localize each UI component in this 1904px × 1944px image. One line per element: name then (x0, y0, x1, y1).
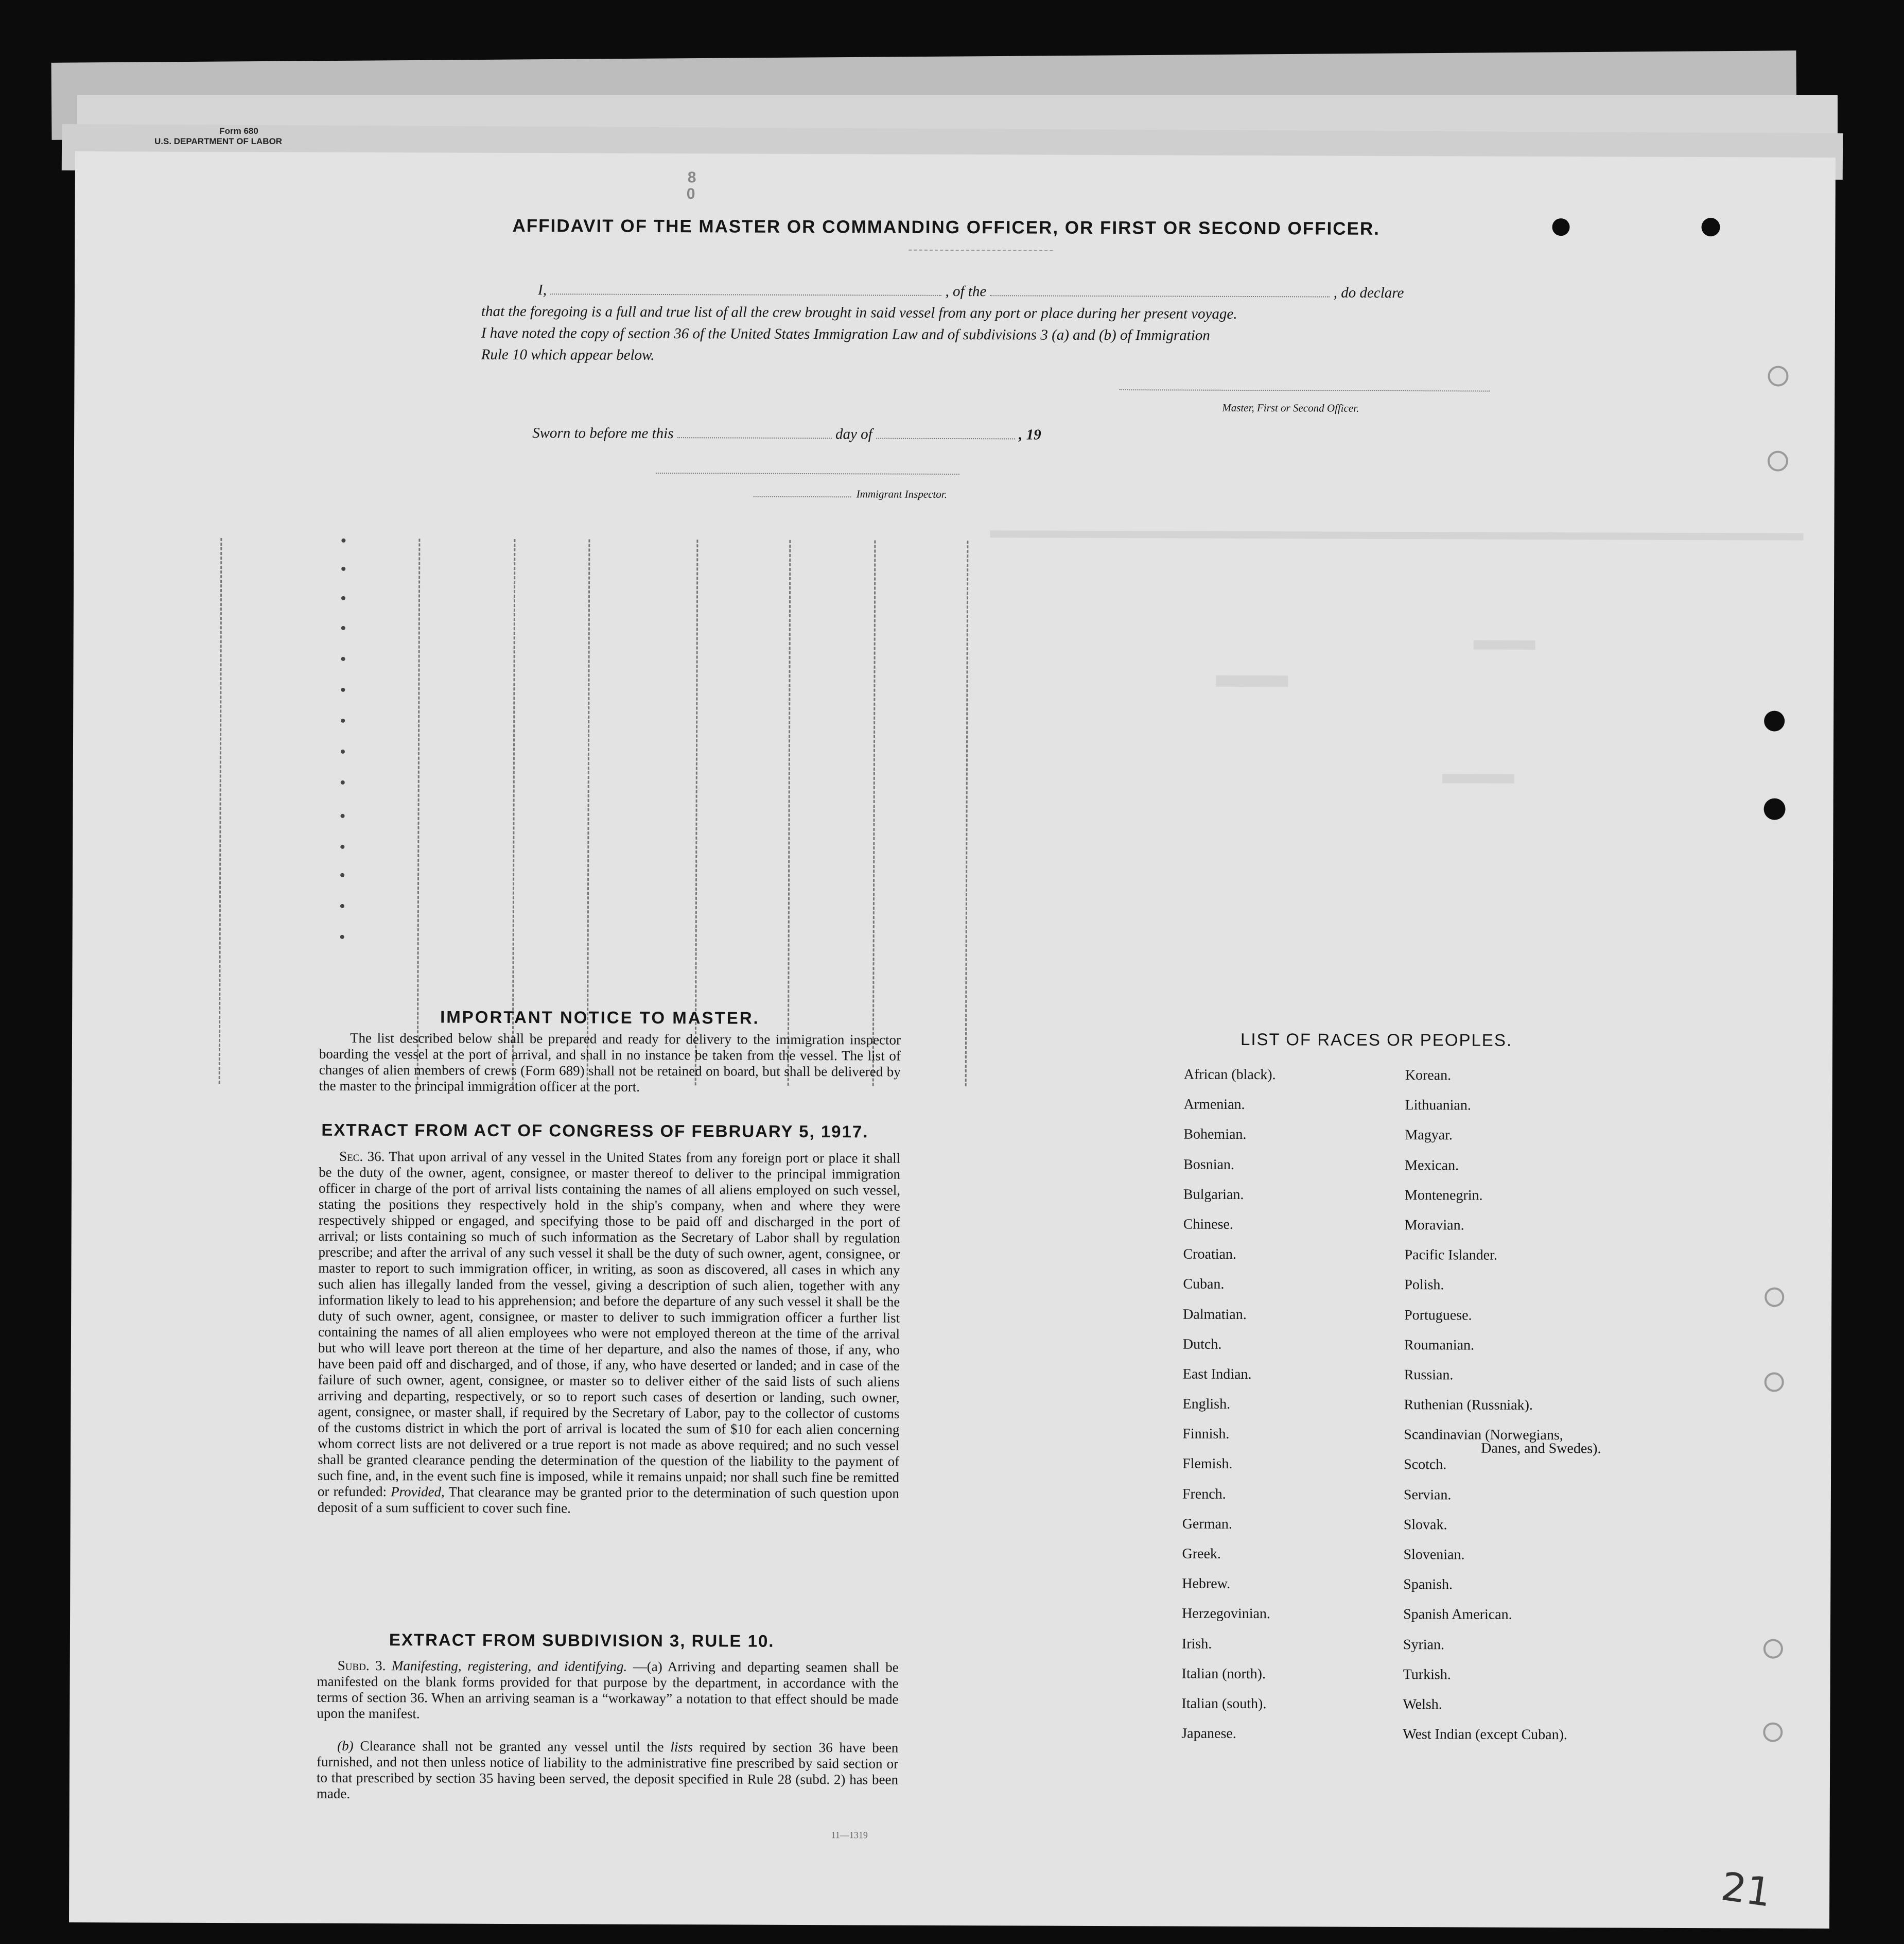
column-rule (788, 540, 791, 1086)
race-item: Magyar. (1405, 1127, 1453, 1143)
race-item: Hebrew. (1182, 1575, 1231, 1592)
row-mark (340, 904, 344, 908)
race-item: Flemish. (1182, 1456, 1233, 1472)
race-item: West Indian (except Cuban). (1403, 1726, 1567, 1743)
races-column-1 (1181, 1068, 1276, 1757)
race-item: Slovenian. (1403, 1547, 1465, 1563)
race-item: Portuguese. (1404, 1307, 1472, 1324)
race-item: Korean. (1405, 1067, 1452, 1084)
inspector-signature-line (656, 473, 959, 475)
extract-rule-title: EXTRACT FROM SUBDIVISION 3, RULE 10. (389, 1630, 775, 1651)
day-blank (677, 437, 832, 439)
master-signature-caption: Master, First or Second Officer. (1222, 401, 1359, 414)
punch-hole (1764, 711, 1785, 732)
race-item-continued: Danes, and Swedes). (1481, 1440, 1601, 1457)
section-36-end: That clearance may be granted prior to the determination of such question upon deposit of a sum sufficient to cover such fine. (317, 1484, 899, 1516)
bleed-through-mark (1216, 675, 1288, 687)
race-item: Polish. (1404, 1277, 1444, 1293)
affidavit-i: I, (538, 282, 547, 299)
race-item: Japanese. (1181, 1725, 1236, 1742)
race-item: Slovak. (1403, 1516, 1447, 1533)
row-mark (341, 780, 345, 785)
row-mark (341, 626, 345, 630)
punch-hole (1768, 366, 1788, 387)
affidavit-line-1 (481, 282, 1526, 302)
stamp-mark: 0 (686, 185, 695, 203)
para-b-part-2: required by section 36 have been furnished, and not then unless notice of liability to the administrative fine prescribed by said section or to that prescribed by section 35 having been served, the deposit specified in Rule 28 (subd. 2) has been made. (316, 1739, 899, 1801)
title-underline (909, 250, 1053, 251)
race-item: Croatian. (1183, 1246, 1237, 1263)
row-mark (340, 873, 344, 877)
races-column-2 (1403, 1068, 1602, 1758)
race-item: German. (1182, 1516, 1232, 1532)
print-code: 11—1319 (831, 1830, 868, 1841)
bleed-through-mark (1474, 640, 1535, 650)
race-item: Syrian. (1403, 1636, 1445, 1653)
bleed-through-mark (990, 530, 1803, 541)
row-mark (341, 657, 345, 661)
column-rule (965, 541, 969, 1086)
row-mark (340, 814, 344, 818)
column-rule (417, 539, 421, 1084)
column-rule (872, 540, 876, 1086)
race-item: East Indian. (1182, 1366, 1252, 1382)
race-item: Montenegrin. (1404, 1187, 1483, 1204)
race-item: Welsh. (1403, 1696, 1442, 1713)
row-mark (341, 750, 345, 754)
affidavit-line-3: I have noted the copy of section 36 of the United States Immigration Law and of subdivisions 3 (a) and (b) of Immigration (481, 324, 1210, 344)
provided-word: Provided, (391, 1484, 445, 1500)
affidavit-of-the: , of the (945, 283, 987, 300)
race-item: African (black). (1183, 1066, 1276, 1083)
race-item: Lithuanian. (1405, 1097, 1471, 1114)
section-36-text: That upon arrival of any vessel in the United States from any foreign port or place it shall be the duty of the owner, agent, consignee, or master thereof to deliver to the principal immigration officer in charge of the port of arrival lists containing the names of all aliens employed on such vessel, stating the positions they respectively hold in the ship's company, when and where they were respectively shipped or engaged, and specifying those to be paid off and discharged in the port of arrival; or lists containing so much of such information as the Secretary of Labor shall by regulation prescribe; and after the arrival of any such vessel it shall be the duty of such owner, agent, consignee, or master to report to such immigration officer, in writing, as soon as discovered, all cases in which any such alien has illegally landed from the vessel, giving a description of such alien, together with any information likely to lead to his apprehension; and before the departure of any such vessel it shall be the duty of such owner, agent, consignee, or master to deliver to such immigration officer a further list containing the names of all alien employees who were not employed thereon at the time of the arrival but who will leave port thereon at the time of her departure, and also the names of those, if any, who have been paid off and discharged, and of those, if any, who have deserted or landed; and in case of the failure of such owner, agent, consignee, or master so to deliver either of the said lists of such aliens arriving and departing, respectively, or so to report such cases of desertion or landing, such owner, agent, consignee, or master shall, if required by the Secretary of Labor, pay to the collector of customs of the customs district in which the port of arrival is located the sum of $10 for each alien concerning whom correct lists are not delivered or a true report is not made as above required; and no such vessel shall be granted clearance pending the determination of the question of the liability to the payment of such fine, and, in the event such fine is imposed, while it remains unpaid; nor shall such fine be remitted or refunded: (317, 1149, 901, 1500)
punch-hole (1701, 218, 1720, 236)
sworn-line (532, 425, 1201, 444)
subd-label: Subd. 3. (337, 1657, 386, 1674)
master-signature-line (1119, 389, 1490, 392)
column-rule (219, 538, 222, 1084)
sworn-day-of: day of (835, 426, 872, 443)
race-item: Armenian. (1183, 1096, 1245, 1113)
affidavit-line-4: Rule 10 which appear below. (481, 346, 655, 363)
month-blank (876, 438, 1015, 439)
bleed-through-mark (1442, 774, 1514, 783)
punch-hole (1552, 218, 1569, 236)
race-item: Chinese. (1183, 1216, 1234, 1233)
race-item: Scotch. (1404, 1456, 1447, 1473)
subd-heading: Manifesting, registering, and identifying. (391, 1658, 627, 1674)
race-item: Roumanian. (1404, 1336, 1475, 1353)
race-item: Dalmatian. (1183, 1306, 1247, 1323)
race-item: Mexican. (1405, 1157, 1459, 1173)
sworn-prefix: Sworn to before me this (532, 425, 674, 442)
race-item: Bosnian. (1183, 1156, 1234, 1173)
race-item: English. (1182, 1396, 1231, 1412)
extract-rule-para-a (317, 1658, 898, 1724)
row-mark (341, 719, 345, 723)
race-item: Scandinavian (Norwegians, (1404, 1427, 1563, 1444)
race-item: Spanish. (1403, 1576, 1453, 1593)
row-mark (340, 935, 344, 939)
column-rule (512, 539, 516, 1085)
race-item: Finnish. (1182, 1426, 1230, 1443)
race-item: Ruthenian (Russniak). (1404, 1397, 1533, 1414)
extract-act-text (318, 1149, 900, 1518)
stamp-mark: 8 (687, 169, 696, 186)
inspector-signature-caption: Immigrant Inspector. (856, 488, 947, 500)
notice-text: The list described below shall be prepared and ready for delivery to the immigration inspector boarding the vessel at the port of arrival, and shall in no instance be taken from the vessel. The list of changes of alien members of crews (Form 689) shall not be retained on board, but shall be delivered by the master to the principal immigration officer at the port. (319, 1030, 901, 1095)
race-item: Italian (north). (1181, 1665, 1266, 1682)
name-blank (550, 293, 941, 296)
handwritten-page-number: 21 (1718, 1863, 1774, 1916)
race-item: Bulgarian. (1183, 1186, 1244, 1203)
race-item: Russian. (1404, 1366, 1454, 1383)
notice-title: IMPORTANT NOTICE TO MASTER. (440, 1007, 760, 1028)
para-b-lists: lists (670, 1739, 693, 1755)
punch-hole (1764, 799, 1786, 820)
race-item: Turkish. (1403, 1666, 1451, 1683)
section-label: Sec. 36. (339, 1148, 385, 1165)
race-item: Spanish American. (1403, 1606, 1512, 1623)
row-mark (341, 539, 345, 543)
punch-hole (1768, 451, 1788, 472)
department-name: U.S. DEPARTMENT OF LABOR (154, 136, 283, 146)
race-item: Dutch. (1182, 1336, 1222, 1352)
race-item: French. (1182, 1486, 1226, 1502)
extract-act-title: EXTRACT FROM ACT OF CONGRESS OF FEBRUARY 5, 1917. (321, 1120, 869, 1141)
para-b-part-1: Clearance shall not be granted any vessel until the (360, 1738, 664, 1755)
extract-rule-para-b (317, 1738, 898, 1804)
row-mark (340, 845, 344, 849)
punch-hole (1765, 1288, 1784, 1307)
vessel-blank (990, 295, 1330, 297)
affidavit-line-2: that the foregoing is a full and true list of all the crew brought in said vessel from any port or place during her present voyage. (481, 303, 1237, 322)
row-mark (341, 688, 345, 692)
column-rule (587, 540, 590, 1085)
races-title: LIST OF RACES OR PEOPLES. (1240, 1029, 1513, 1050)
row-mark (341, 567, 345, 571)
race-item: Greek. (1182, 1546, 1221, 1562)
race-item: Herzegovinian. (1182, 1605, 1270, 1622)
punch-hole (1763, 1723, 1783, 1742)
race-item: Italian (south). (1181, 1695, 1267, 1712)
row-mark (341, 596, 345, 600)
race-item: Moravian. (1404, 1217, 1464, 1234)
para-b-label: (b) (337, 1738, 354, 1754)
affidavit-do-declare: , do declare (1333, 284, 1404, 302)
punch-hole (1763, 1639, 1783, 1659)
race-item: Servian. (1403, 1486, 1452, 1503)
race-item: Bohemian. (1183, 1126, 1247, 1143)
race-item: Pacific Islander. (1404, 1247, 1497, 1263)
affidavit-title: AFFIDAVIT OF THE MASTER OR COMMANDING OFFICER, OR FIRST OR SECOND OFFICER. (512, 216, 1380, 239)
form-number: Form 680 (219, 126, 258, 136)
manifest-back-page (69, 151, 1836, 1929)
race-item: Cuban. (1183, 1276, 1225, 1293)
race-item: Irish. (1181, 1636, 1212, 1652)
inspector-dots (754, 496, 851, 498)
column-rule (695, 540, 698, 1085)
sworn-year: , 19 (1019, 426, 1041, 443)
subd-para-a: —(a) Arriving and departing seamen shall be manifested on the blank forms provided for that purpose by the department, in accordance with the terms of section 36. When an arriving seaman is a “workaway” a notation to that effect should be made upon the manifest. (317, 1658, 899, 1722)
form-number-tag (154, 126, 282, 147)
punch-hole (1765, 1373, 1784, 1392)
